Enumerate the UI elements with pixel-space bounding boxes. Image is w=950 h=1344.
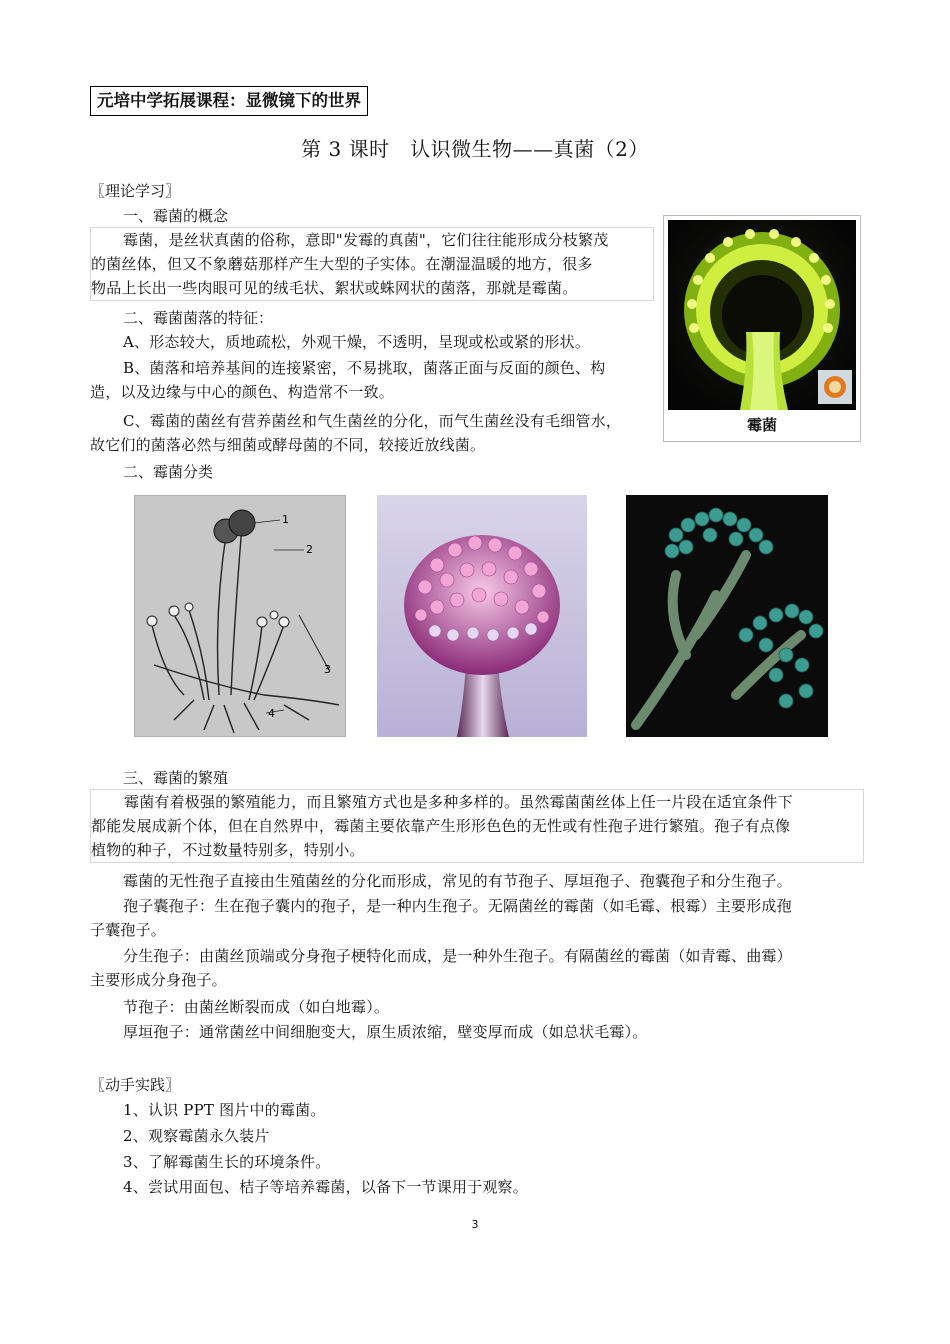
penicillium-photo xyxy=(626,495,828,737)
mold-photo-frame xyxy=(663,215,861,442)
diagram-label: 4 xyxy=(268,707,275,720)
colony-b-line: 造，以及边缘与中心的颜色、构造常不一致。 xyxy=(90,383,395,401)
concept-line: 霉菌，是丝状真菌的俗称，意即"发霉的真菌"，它们往往能形成分枝繁茂 xyxy=(123,231,609,249)
conidia-line: 主要形成分身孢子。 xyxy=(90,971,227,989)
diagram-label: 2 xyxy=(306,543,313,556)
practice-item: 1、认识 PPT 图片中的霉菌。 xyxy=(123,1101,326,1119)
reproduction-line: 都能发展成新个体，但在自然界中，霉菌主要依靠产生形形色色的无性或有性孢子进行繁殖。孢子有点像 xyxy=(91,817,791,835)
colony-b-line: B、菌落和培养基间的连接紧密，不易挑取，菌落正面与反面的颜色、构 xyxy=(123,359,606,377)
course-header: 元培中学拓展课程：显微镜下的世界 xyxy=(90,86,368,116)
asexual-spores: 霉菌的无性孢子直接由生殖菌丝的分化而形成，常见的有节孢子、厚垣孢子、孢囊孢子和分生孢子。 xyxy=(123,872,792,890)
practice-item: 3、了解霉菌生长的环境条件。 xyxy=(123,1153,331,1171)
practice-item: 2、观察霉菌永久装片 xyxy=(123,1127,270,1145)
colony-c-line: 故它们的菌落必然与细菌或酵母菌的不同，较接近放线菌。 xyxy=(90,436,486,454)
reproduction-line: 霉菌有着极强的繁殖能力，而且繁殖方式也是多种多样的。虽然霉菌菌丝体上任一片段在适宜条件下 xyxy=(124,793,793,811)
reproduction-line: 植物的种子，不过数量特别多，特别小。 xyxy=(91,841,365,859)
concept-heading: 一、霉菌的概念 xyxy=(123,207,229,225)
practice-heading: 〖动手实践〗 xyxy=(90,1076,181,1094)
colony-heading: 二、霉菌菌落的特征： xyxy=(123,309,274,327)
theory-heading: 〖理论学习〗 xyxy=(90,182,181,200)
sporangiospore-line: 孢子囊孢子：生在孢子囊内的孢子，是一种内生孢子。无隔菌丝的霉菌（如毛霉、根霉）主要形成孢 xyxy=(123,897,792,915)
reproduction-paragraph xyxy=(90,789,864,863)
colony-c-line: C、霉菌的菌丝有营养菌丝和气生菌丝的分化，而气生菌丝没有毛细管水， xyxy=(123,412,622,430)
conidia xyxy=(90,944,870,992)
colony-a: A、形态较大，质地疏松，外观干燥，不透明，呈现或松或紧的形状。 xyxy=(123,333,591,351)
chlamydospore: 厚垣孢子：通常菌丝中间细胞变大，原生质浓缩，壁变厚而成（如总状毛霉）。 xyxy=(123,1023,648,1041)
practice-item: 4、尝试用面包、桔子等培养霉菌，以备下一节课用于观察。 xyxy=(123,1178,528,1196)
reproduction-heading: 三、霉菌的繁殖 xyxy=(123,769,229,787)
colony-b xyxy=(90,356,662,404)
mucor-diagram xyxy=(134,495,346,737)
concept-paragraph xyxy=(90,227,654,301)
diagram-label: 1 xyxy=(282,513,289,526)
arthrospore: 节孢子：由菌丝断裂而成（如白地霉）。 xyxy=(123,998,390,1016)
page-number: 3 xyxy=(471,1218,479,1231)
classification-heading: 二、霉菌分类 xyxy=(123,463,214,481)
lesson-title: 第 3 课时 认识微生物——真菌（2） xyxy=(301,137,649,161)
mold-photo xyxy=(668,220,856,410)
conidia-line: 分生孢子：由菌丝顶端或分身孢子梗特化而成，是一种外生孢子。有隔菌丝的霉菌（如青霉、曲霉） xyxy=(123,947,792,965)
diagram-label: 3 xyxy=(324,663,331,676)
mold-photo-caption: 霉菌 xyxy=(746,416,777,434)
sporangiospore xyxy=(90,894,870,942)
colony-c xyxy=(90,409,670,457)
sporangiospore-line: 子囊孢子。 xyxy=(90,921,167,939)
concept-line: 的菌丝体，但又不象蘑菇那样产生大型的子实体。在潮湿温暖的地方，很多 xyxy=(91,255,593,273)
concept-line: 物品上长出一些肉眼可见的绒毛状、絮状或蛛网状的菌落，那就是霉菌。 xyxy=(91,279,578,297)
aspergillus-photo xyxy=(377,495,587,737)
